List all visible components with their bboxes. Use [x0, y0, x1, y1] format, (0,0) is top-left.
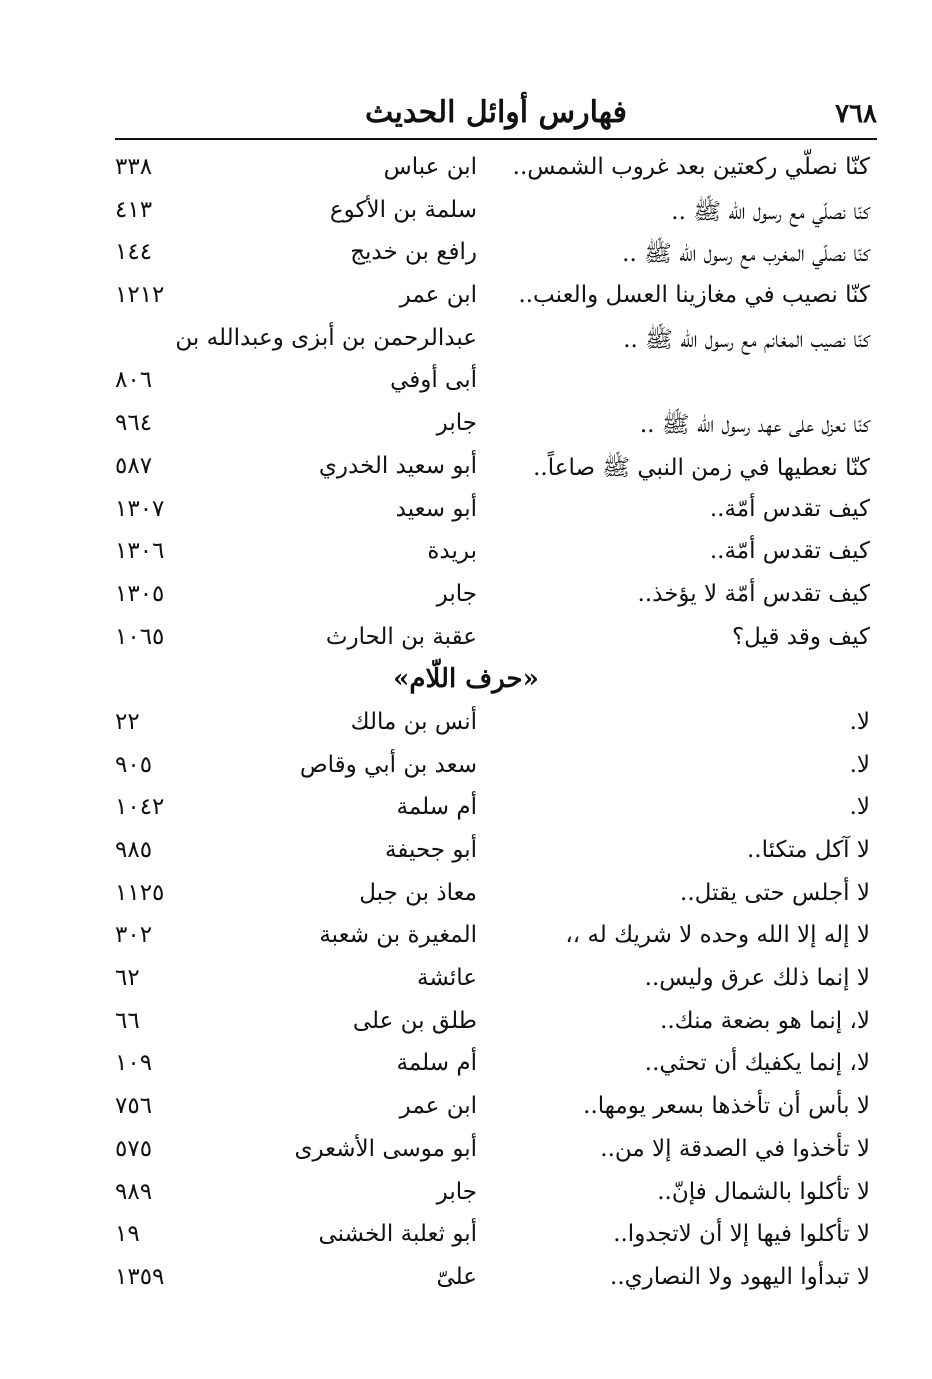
hadith-opening: كنّا نصيب في مغازينا العسل والعنب..	[518, 282, 870, 309]
page-header	[115, 95, 877, 137]
hadith-opening: كنّا نصلّي المغرب مع رسول الله ﷺ ..	[622, 241, 870, 268]
page-reference: ٩٦٤	[115, 410, 153, 437]
page-reference: ١٢١٢	[115, 282, 165, 309]
page-reference: ١٤٤	[115, 239, 153, 266]
hadith-opening: لا، إنما يكفيك أن تحثي..	[644, 1050, 870, 1077]
page-reference: ٤١٣	[115, 196, 153, 223]
page-reference: ٩٨٥	[115, 837, 153, 863]
page-number: ٧٦٨	[835, 99, 877, 129]
index-row	[0, 363, 932, 406]
hadith-opening: لا أجلس حتى يقتل..	[680, 879, 870, 906]
narrator-name: أبى أوفي	[390, 367, 477, 394]
index-row	[0, 748, 932, 791]
section-heading: «حرف اللّام»	[393, 664, 539, 695]
narrator-name: سلمة بن الأكوع	[329, 196, 477, 223]
index-row	[0, 918, 932, 961]
hadith-opening: كيف وقد قيل؟	[731, 623, 870, 650]
hadith-opening: كيف تقدس أمّة..	[709, 495, 870, 522]
hadith-opening: كنّا نعطيها في زمن النبي ﷺ صاعاً..	[533, 454, 870, 481]
narrator-name: علىّ	[436, 1263, 477, 1290]
page-reference: ٦٢	[115, 965, 140, 992]
narrator-name: أبو سعيد	[395, 495, 477, 522]
narrator-name: أبو سعيد الخدري	[318, 452, 477, 479]
hadith-opening: لا بأس أن تأخذها بسعر يومها..	[583, 1093, 870, 1120]
index-row	[0, 876, 932, 919]
narrator-name: أم سلمة	[396, 794, 477, 821]
narrator-name: جابر	[436, 580, 477, 607]
narrator-name: بريدة	[427, 538, 477, 565]
page-reference: ١٠٩	[115, 1050, 153, 1077]
page-reference: ٩٨٩	[115, 1178, 153, 1205]
index-row	[0, 321, 932, 364]
index-table	[0, 150, 932, 1303]
index-row	[0, 1175, 932, 1218]
narrator-name: المغيرة بن شعبة	[319, 922, 477, 949]
hadith-opening: لا.	[849, 794, 870, 821]
narrator-name: معاذ بن جبل	[359, 879, 477, 906]
hadith-opening: لا.	[849, 751, 870, 778]
hadith-opening: لا آكل متكئا..	[746, 837, 870, 863]
page-reference: ١١٢٥	[115, 879, 165, 906]
page-reference: ٧٥٦	[115, 1093, 153, 1120]
narrator-name: عقبة بن الحارث	[325, 623, 477, 650]
page-reference: ١٠٤٢	[115, 794, 165, 821]
narrator-name: رافع بن خديج	[350, 239, 477, 266]
narrator-name: جابر	[436, 410, 477, 437]
hadith-opening: لا تأكلوا فيها إلا أن لاتجدوا..	[613, 1221, 870, 1248]
hadith-opening: لا، إنما هو بضعة منك..	[660, 1007, 870, 1034]
page-reference: ١٠٦٥	[115, 623, 165, 650]
hadith-opening: كنّا نصيب المغانم مع رسول الله ﷺ ..	[623, 326, 870, 353]
page-reference: ٩٠٥	[115, 751, 153, 778]
index-row	[0, 406, 932, 449]
narrator-name: أم سلمة	[396, 1050, 477, 1077]
page-reference: ١٣٠٧	[115, 495, 165, 522]
narrator-name: أنس بن مالك	[350, 708, 477, 735]
narrator-name: سعد بن أبي وقاص	[299, 751, 477, 778]
page-reference: ٥٨٧	[115, 452, 153, 479]
index-row	[0, 1132, 932, 1175]
hadith-opening: لا.	[849, 708, 870, 735]
hadith-opening: كيف تقدس أمّة لا يؤخذ..	[637, 580, 870, 607]
page-reference: ٦٦	[115, 1007, 140, 1034]
index-row	[0, 961, 932, 1004]
narrator-name: عبدالرحمن بن أبزى وعبدالله بن	[175, 324, 477, 351]
running-title: فهارس أوائل الحديث	[365, 95, 627, 130]
hadith-opening: لا تأخذوا في الصدقة إلا من..	[600, 1135, 870, 1162]
page-reference: ١٣٥٩	[115, 1263, 165, 1290]
page-reference: ٢٢	[115, 708, 140, 735]
narrator-name: طلق بن على	[352, 1007, 477, 1034]
narrator-name: جابر	[436, 1178, 477, 1205]
narrator-name: ابن عمر	[399, 282, 477, 309]
narrator-name: أبو موسى الأشعرى	[294, 1135, 477, 1162]
index-row	[0, 193, 932, 236]
index-row	[0, 705, 932, 748]
page-reference: ١٩	[115, 1221, 140, 1248]
index-row	[0, 1260, 932, 1303]
index-row	[0, 492, 932, 535]
page-reference: ٨٠٦	[115, 367, 153, 394]
index-row	[0, 1217, 932, 1260]
index-row	[0, 534, 932, 577]
hadith-opening: لا تأكلوا بالشمال فإنّ..	[657, 1178, 870, 1205]
hadith-opening: كنّا نصلّي مع رسول الله ﷺ ..	[671, 198, 870, 225]
narrator-name: أبو جحيفة	[385, 837, 477, 863]
index-row	[0, 620, 932, 663]
section-heading-row	[0, 662, 932, 705]
index-row	[0, 577, 932, 620]
narrator-name: عائشة	[417, 965, 477, 992]
index-row	[0, 1089, 932, 1132]
index-row	[0, 278, 932, 321]
page-reference: ٣٠٢	[115, 922, 153, 949]
hadith-opening: كنّا نصلّي ركعتين بعد غروب الشمس..	[512, 154, 870, 180]
page-reference: ٣٣٨	[115, 154, 153, 180]
hadith-opening: لا إنما ذلك عرق وليس..	[644, 965, 870, 992]
index-row	[0, 449, 932, 492]
page-reference: ١٣٠٦	[115, 538, 165, 565]
index-row	[0, 833, 932, 876]
index-row	[0, 150, 932, 193]
narrator-name: أبو ثعلبة الخشنى	[318, 1221, 477, 1248]
hadith-opening: لا إله إلا الله وحده لا شريك له ،،	[565, 922, 870, 949]
index-row	[0, 235, 932, 278]
narrator-name: ابن عمر	[399, 1093, 477, 1120]
narrator-name: ابن عباس	[383, 154, 477, 180]
index-row	[0, 1004, 932, 1047]
header-rule	[115, 138, 877, 140]
index-row	[0, 790, 932, 833]
page-reference: ١٣٠٥	[115, 580, 165, 607]
hadith-opening: كنّا نعزل على عهد رسول الله ﷺ ..	[639, 412, 870, 439]
hadith-opening: لا تبدأوا اليهود ولا النصاري..	[610, 1263, 870, 1290]
page-reference: ٥٧٥	[115, 1135, 153, 1162]
index-row	[0, 1046, 932, 1089]
hadith-opening: كيف تقدس أمّة..	[709, 538, 870, 565]
